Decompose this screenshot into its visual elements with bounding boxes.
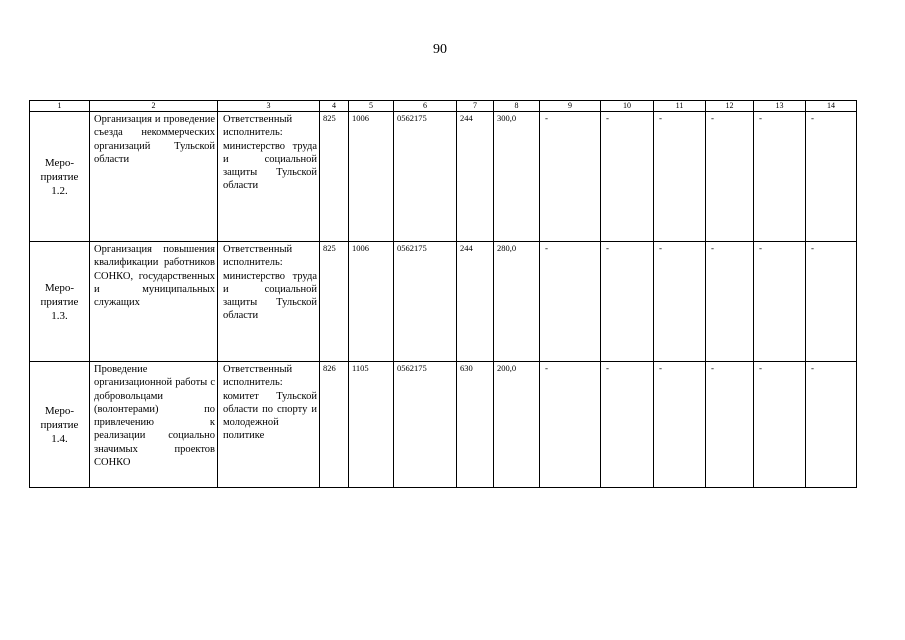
column-number: 7 [457, 101, 494, 112]
event-name: Проведение организационной работы с добровольцами (волонтерами) по привлечению к реализации социально значимых проектов СОНКО [90, 362, 218, 488]
cell-c12: - [706, 362, 754, 488]
cell-c11: - [654, 362, 706, 488]
column-number: 3 [218, 101, 320, 112]
event-executor: Ответственный исполнитель: министерство труда и социальной защиты Тульской области [218, 112, 320, 242]
column-number: 5 [349, 101, 394, 112]
column-number-row [30, 101, 857, 112]
cell-c5: 1105 [349, 362, 394, 488]
event-name: Организация повышения квалификации работников СОНКО, государственных и муниципальных служащих [90, 242, 218, 362]
cell-c8: 300,0 [494, 112, 540, 242]
column-number: 10 [601, 101, 654, 112]
cell-c10: - [601, 242, 654, 362]
cell-c4: 825 [320, 112, 349, 242]
event-name: Организация и проведение съезда некоммерческих организаций Тульской области [90, 112, 218, 242]
cell-c6: 0562175 [394, 362, 457, 488]
column-number: 9 [540, 101, 601, 112]
cell-c6: 0562175 [394, 242, 457, 362]
cell-c14: - [806, 242, 857, 362]
column-number: 4 [320, 101, 349, 112]
cell-c12: - [706, 112, 754, 242]
table-row [30, 112, 857, 242]
cell-c13: - [754, 362, 806, 488]
cell-c7: 244 [457, 242, 494, 362]
cell-c10: - [601, 362, 654, 488]
event-executor: Ответственный исполнитель: комитет Тульской области по спорту и молодежной политике [218, 362, 320, 488]
cell-c6: 0562175 [394, 112, 457, 242]
cell-c9: - [540, 362, 601, 488]
event-number [30, 362, 90, 488]
event-executor: Ответственный исполнитель: министерство труда и социальной защиты Тульской области [218, 242, 320, 362]
table-row [30, 242, 857, 362]
cell-c7: 630 [457, 362, 494, 488]
column-number: 14 [806, 101, 857, 112]
event-number-text: Меро- приятие 1.4. [40, 404, 79, 445]
column-number: 8 [494, 101, 540, 112]
table-row [30, 362, 857, 488]
cell-c4: 825 [320, 242, 349, 362]
cell-c4: 826 [320, 362, 349, 488]
cell-c7: 244 [457, 112, 494, 242]
cell-c5: 1006 [349, 242, 394, 362]
budget-table [29, 100, 857, 488]
cell-c13: - [754, 242, 806, 362]
column-number: 6 [394, 101, 457, 112]
event-number [30, 242, 90, 362]
event-number [30, 112, 90, 242]
cell-c11: - [654, 112, 706, 242]
cell-c14: - [806, 362, 857, 488]
column-number: 1 [30, 101, 90, 112]
column-number: 13 [754, 101, 806, 112]
cell-c5: 1006 [349, 112, 394, 242]
cell-c9: - [540, 242, 601, 362]
column-number: 11 [654, 101, 706, 112]
column-number: 2 [90, 101, 218, 112]
event-number-text: Меро- приятие 1.2. [40, 156, 79, 197]
cell-c14: - [806, 112, 857, 242]
cell-c9: - [540, 112, 601, 242]
cell-c8: 200,0 [494, 362, 540, 488]
cell-c8: 280,0 [494, 242, 540, 362]
cell-c12: - [706, 242, 754, 362]
cell-c11: - [654, 242, 706, 362]
page-number: 90 [433, 42, 447, 57]
event-number-text: Меро- приятие 1.3. [40, 281, 79, 322]
cell-c13: - [754, 112, 806, 242]
cell-c10: - [601, 112, 654, 242]
column-number: 12 [706, 101, 754, 112]
